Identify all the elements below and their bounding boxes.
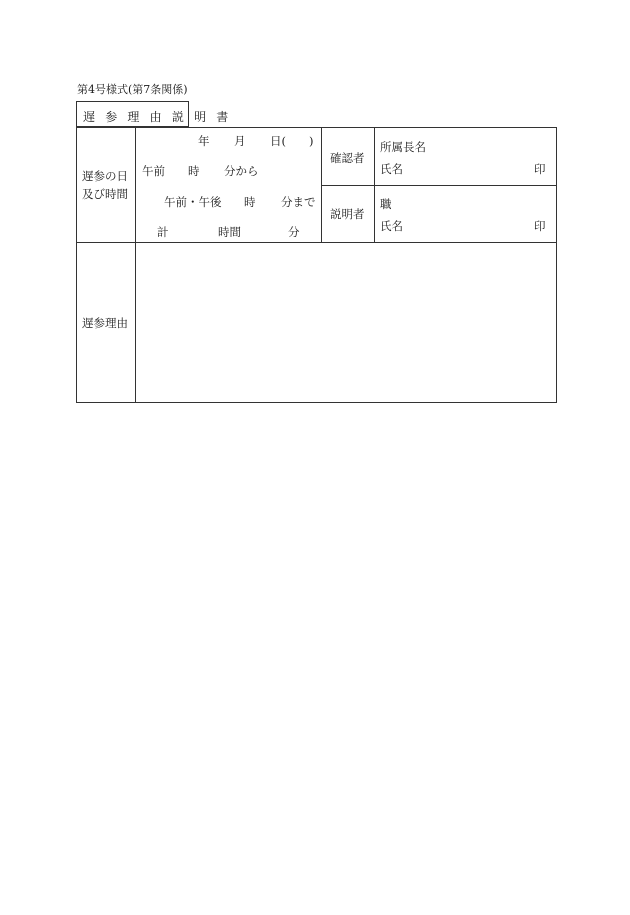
until-hour: 時 [244, 195, 256, 209]
total-minutes: 分 [288, 225, 300, 239]
table-border-top [76, 127, 557, 128]
day-label: 日( ) [270, 134, 314, 148]
form-heading: 第4号様式(第7条関係) [77, 83, 188, 96]
form-title: 遅 参 理 由 説 明 書 [83, 110, 232, 124]
label-column-divider [135, 127, 136, 403]
month-label: 月 [234, 134, 246, 148]
table-border-bottom [76, 402, 557, 403]
year-label: 年 [198, 134, 210, 148]
datetime-label-line2: 及び時間 [82, 187, 128, 201]
from-hour: 時 [188, 164, 200, 178]
table-border-right [556, 127, 557, 403]
table-divider-mid [76, 242, 557, 243]
role-column-divider [374, 127, 375, 243]
total-label: 計 [157, 225, 169, 239]
total-hours: 時間 [218, 225, 241, 239]
datetime-label-line1: 遅参の日 [82, 169, 128, 183]
signature-divider [322, 185, 557, 186]
reason-text-area [142, 250, 550, 395]
form-title-box [76, 101, 232, 127]
confirmer-seal: 印 [534, 162, 546, 176]
until-ampm: 午前・午後 [164, 195, 222, 209]
confirmer-label: 確認者 [330, 151, 365, 165]
from-minute: 分から [224, 164, 259, 178]
from-ampm: 午前 [142, 164, 165, 178]
until-minute: 分まで [281, 195, 316, 209]
datetime-column-divider [321, 127, 322, 243]
table-border-left [76, 127, 77, 403]
explainer-name-label: 氏名 [380, 219, 403, 233]
confirmer-position-label: 所属長名 [380, 140, 426, 154]
reason-label: 遅参理由 [82, 316, 128, 330]
explainer-position-label: 職 [380, 197, 392, 211]
confirmer-name-label: 氏名 [380, 162, 403, 176]
explainer-seal: 印 [534, 219, 546, 233]
explainer-label: 説明者 [330, 207, 365, 221]
